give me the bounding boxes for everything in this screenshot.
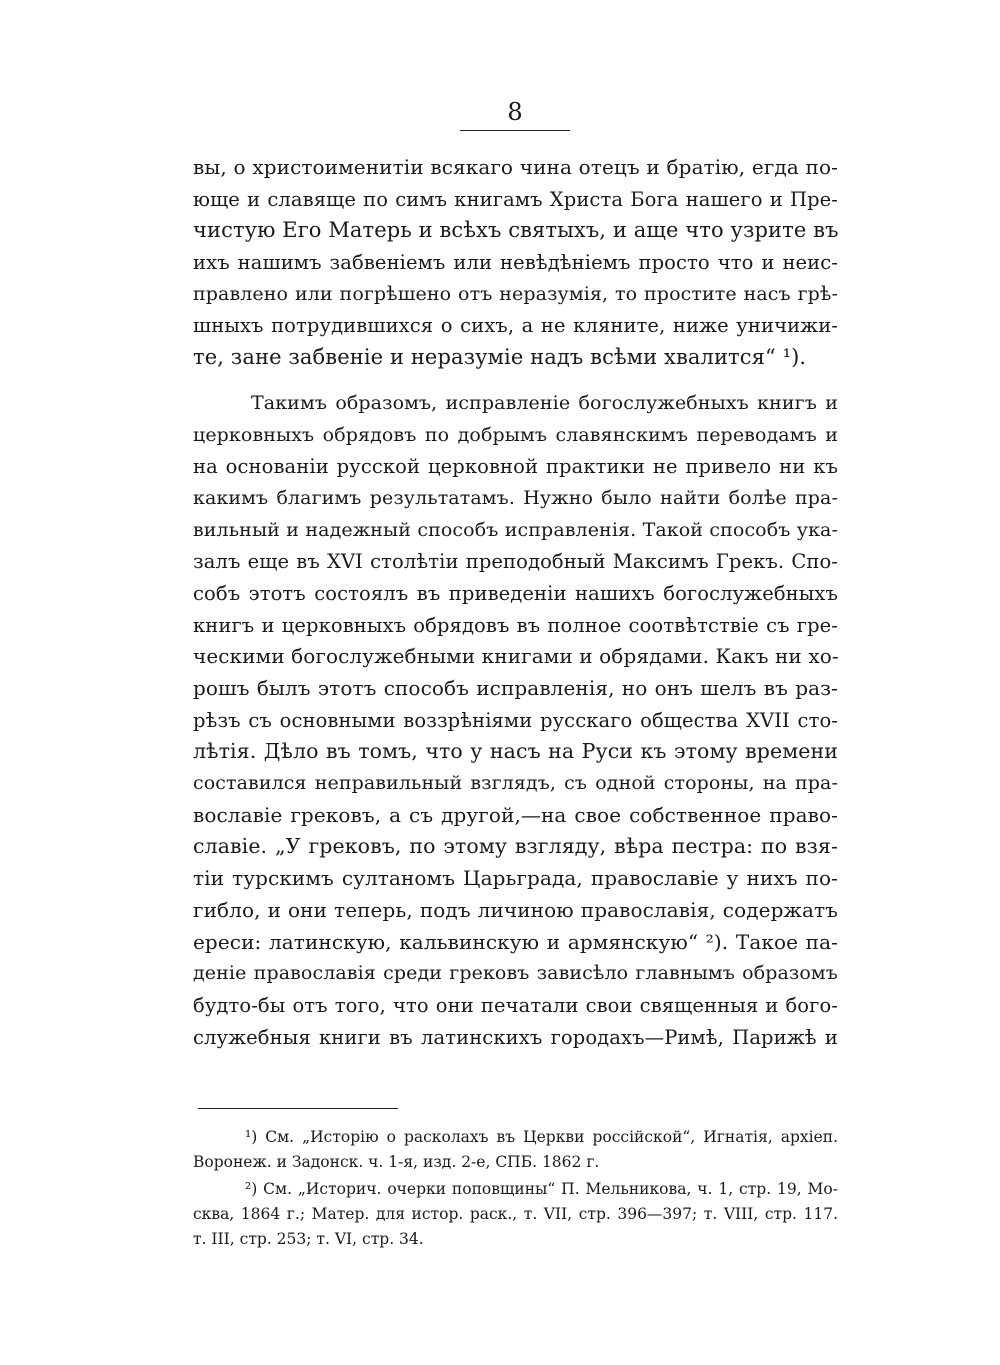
text-line: юще и славяще по симъ книгамъ Христа Бога нашего и Пре- <box>193 187 838 211</box>
text-line: ихъ нашимъ забвеніемъ или невѣдѣніемъ просто что и неис- <box>193 251 838 275</box>
text-line: вильный и надежный способъ исправленія. Такой способъ ука- <box>193 518 838 541</box>
page-number: 8 <box>507 98 523 126</box>
paragraph-1 <box>193 152 838 374</box>
text-line: какимъ благимъ результатамъ. Нужно было найти болѣе пра- <box>193 486 838 509</box>
text-line: собъ этотъ состоялъ въ приведеніи нашихъ богослужебныхъ <box>193 581 838 605</box>
text-line: рѣзъ съ основными воззрѣніями русскаго общества XVII сто- <box>193 708 838 732</box>
paragraph-2 <box>193 388 838 1053</box>
footnote-line: т. III, стр. 253; т. VI, стр. 34. <box>193 1230 424 1248</box>
text-line: чистую Его Матерь и всѣхъ святыхъ, и аще что узрите въ <box>193 218 839 243</box>
footnotes <box>193 1125 838 1252</box>
text-line: лѣтія. Дѣло въ томъ, что у насъ на Руси къ этому времени <box>193 739 838 764</box>
text-line: служебныя книги въ латинскихъ городахъ—Римѣ, Парижѣ и <box>193 1025 838 1049</box>
text-line: на основаніи русской церковной практики не привело ни къ <box>193 455 838 479</box>
text-line: залъ еще въ XVI столѣтіи преподобный Максимъ Грекъ. Спо- <box>193 550 838 574</box>
text-line: вы, о христоименитіи всякаго чина отецъ и братію, егда по- <box>193 155 838 179</box>
footnote-separator <box>198 1108 398 1109</box>
text-line: церковныхъ обрядовъ по добрымъ славянскимъ переводамъ и <box>193 423 838 446</box>
text-line: составился неправильный взглядъ, съ одной стороны, на пра- <box>193 772 838 795</box>
text-line: правлено или погрѣшено отъ неразумія, то простите насъ грѣ- <box>193 282 838 305</box>
footnote-line: сква, 1864 г.; Матер. для истор. раск., т. VII, стр. 396—397; т. VIII, стр. 117. <box>193 1205 838 1223</box>
text-line: будто-бы отъ того, что они печатали свои священныя и бого- <box>193 993 838 1017</box>
footnote-2 <box>193 1177 838 1252</box>
text-line: ереси: латинскую, кальвинскую и армянскую“ ²). Такое па- <box>193 929 838 954</box>
text-line: рошъ былъ этотъ способъ исправленія, но онъ шелъ въ раз- <box>193 676 838 700</box>
footnote-line: Воронеж. и Задонск. ч. 1-я, изд. 2-е, СПБ. 1862 г. <box>193 1153 600 1171</box>
text-line-indented: Такимъ образомъ, исправленіе богослужебныхъ книгъ и <box>251 391 838 414</box>
text-line: вославіе грековъ, а съ другой,—на свое собственное право- <box>193 802 838 827</box>
text-line: тіи турскимъ султаномъ Царьграда, православіе у нихъ по- <box>193 866 838 891</box>
text-line: те, зане забвеніе и неразуміе надъ всѣми хвалится“ ¹). <box>193 345 807 370</box>
text-line: шныхъ потрудившихся о сихъ, а не кляните, ниже уничижи- <box>193 314 838 338</box>
footnote-1 <box>193 1125 838 1175</box>
text-line: деніе православія среди грековъ зависѣло главнымъ образомъ <box>193 962 838 985</box>
text-line: ческими богослужебными книгами и обрядами. Какъ ни хо- <box>193 644 839 669</box>
text-line: славіе. „У грековъ, по этому взгляду, вѣра пестра: по взя- <box>193 834 838 859</box>
footnote-line: ¹) См. „Исторію о расколахъ въ Церкви россійской“, Игнатія, архіеп. <box>245 1128 838 1146</box>
footnote-line: ²) См. „Историч. очерки поповщины“ П. Мельникова, ч. 1, стр. 19, Мо- <box>245 1180 838 1198</box>
text-line: книгъ и церковныхъ обрядовъ въ полное соотвѣтствіе съ гре- <box>193 613 838 637</box>
body-text <box>193 152 838 1053</box>
text-line: гибло, и они теперь, подъ личиною православія, содержатъ <box>193 897 838 922</box>
page-number-rule <box>460 130 570 131</box>
